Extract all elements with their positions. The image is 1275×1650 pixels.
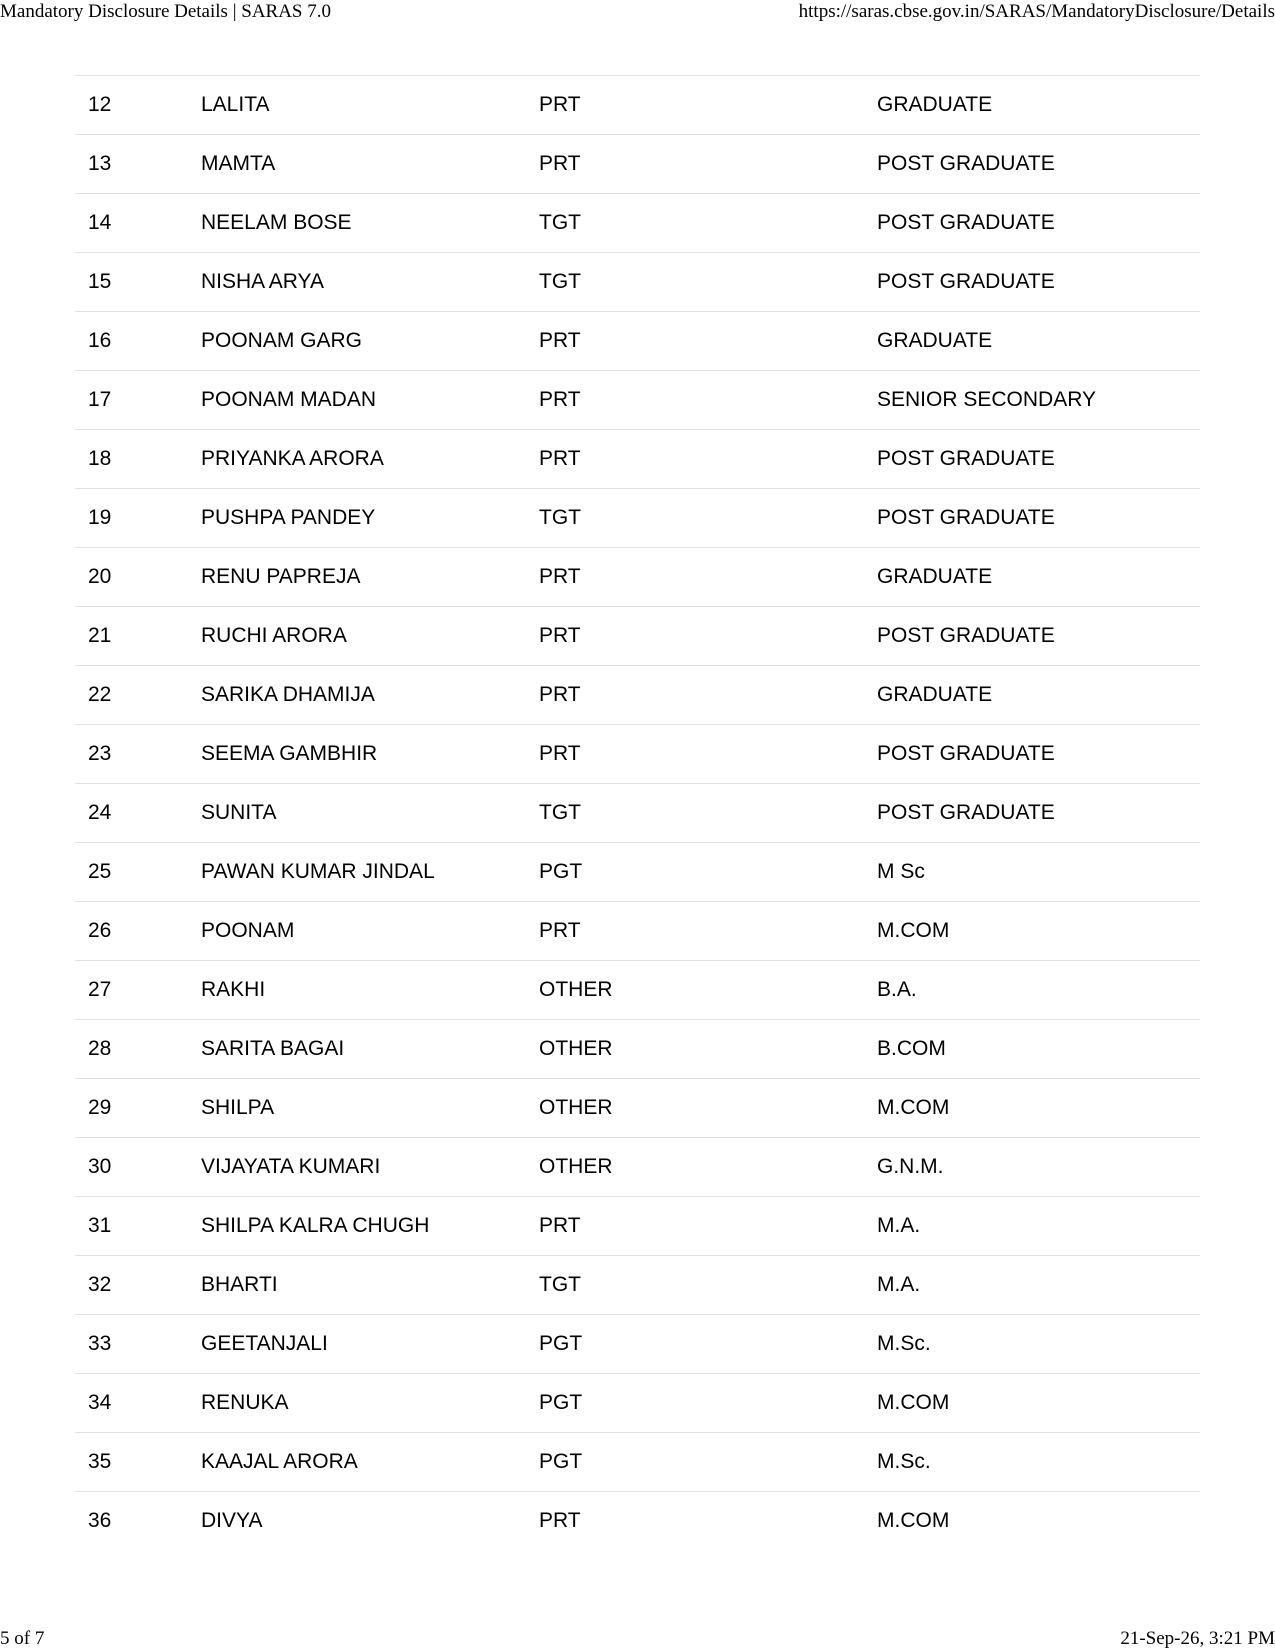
serial-number-cell: 21: [75, 607, 188, 666]
designation-cell: PRT: [526, 666, 864, 725]
qualification-cell: G.N.M.: [864, 1138, 1200, 1197]
qualification-cell: M.COM: [864, 1079, 1200, 1138]
designation-cell: PRT: [526, 76, 864, 135]
serial-number-cell: 20: [75, 548, 188, 607]
serial-number-cell: 19: [75, 489, 188, 548]
qualification-cell: M.COM: [864, 902, 1200, 961]
qualification-cell: POST GRADUATE: [864, 784, 1200, 843]
table-row: [75, 135, 1200, 194]
serial-number-cell: 35: [75, 1433, 188, 1492]
serial-number-cell: 28: [75, 1020, 188, 1079]
qualification-cell: GRADUATE: [864, 666, 1200, 725]
serial-number-cell: 17: [75, 371, 188, 430]
name-cell: RAKHI: [188, 961, 526, 1020]
table-row: [75, 843, 1200, 902]
table-row: [75, 725, 1200, 784]
name-cell: PUSHPA PANDEY: [188, 489, 526, 548]
designation-cell: PRT: [526, 1197, 864, 1256]
table-row: [75, 430, 1200, 489]
name-cell: SARITA BAGAI: [188, 1020, 526, 1079]
table-row: [75, 76, 1200, 135]
designation-cell: PRT: [526, 371, 864, 430]
table-row: [75, 1079, 1200, 1138]
name-cell: SHILPA KALRA CHUGH: [188, 1197, 526, 1256]
qualification-cell: GRADUATE: [864, 312, 1200, 371]
designation-cell: TGT: [526, 194, 864, 253]
qualification-cell: M.A.: [864, 1256, 1200, 1315]
name-cell: SARIKA DHAMIJA: [188, 666, 526, 725]
table-row: [75, 1256, 1200, 1315]
qualification-cell: POST GRADUATE: [864, 194, 1200, 253]
name-cell: POONAM MADAN: [188, 371, 526, 430]
name-cell: DIVYA: [188, 1492, 526, 1551]
print-header: [0, 1, 1275, 23]
serial-number-cell: 15: [75, 253, 188, 312]
name-cell: KAAJAL ARORA: [188, 1433, 526, 1492]
name-cell: NISHA ARYA: [188, 253, 526, 312]
designation-cell: TGT: [526, 489, 864, 548]
serial-number-cell: 33: [75, 1315, 188, 1374]
serial-number-cell: 26: [75, 902, 188, 961]
designation-cell: PRT: [526, 548, 864, 607]
table-row: [75, 1433, 1200, 1492]
staff-table-body: [75, 76, 1200, 1551]
table-row: [75, 253, 1200, 312]
qualification-cell: B.A.: [864, 961, 1200, 1020]
designation-cell: PRT: [526, 725, 864, 784]
name-cell: VIJAYATA KUMARI: [188, 1138, 526, 1197]
name-cell: POONAM GARG: [188, 312, 526, 371]
name-cell: MAMTA: [188, 135, 526, 194]
name-cell: LALITA: [188, 76, 526, 135]
table-row: [75, 1020, 1200, 1079]
serial-number-cell: 22: [75, 666, 188, 725]
designation-cell: TGT: [526, 784, 864, 843]
qualification-cell: M.COM: [864, 1492, 1200, 1551]
qualification-cell: SENIOR SECONDARY: [864, 371, 1200, 430]
designation-cell: PRT: [526, 607, 864, 666]
serial-number-cell: 31: [75, 1197, 188, 1256]
qualification-cell: POST GRADUATE: [864, 489, 1200, 548]
table-row: [75, 1492, 1200, 1551]
designation-cell: PRT: [526, 1492, 864, 1551]
table-row: [75, 784, 1200, 843]
print-footer: [0, 1628, 1275, 1650]
designation-cell: PRT: [526, 312, 864, 371]
print-datetime: 21-Sep-26, 3:21 PM: [1120, 1628, 1275, 1649]
table-row: [75, 666, 1200, 725]
qualification-cell: POST GRADUATE: [864, 135, 1200, 194]
qualification-cell: M.A.: [864, 1197, 1200, 1256]
designation-cell: PGT: [526, 1374, 864, 1433]
table-row: [75, 194, 1200, 253]
serial-number-cell: 30: [75, 1138, 188, 1197]
serial-number-cell: 23: [75, 725, 188, 784]
serial-number-cell: 16: [75, 312, 188, 371]
table-row: [75, 312, 1200, 371]
designation-cell: PRT: [526, 902, 864, 961]
table-row: [75, 1315, 1200, 1374]
designation-cell: OTHER: [526, 1079, 864, 1138]
staff-table-container: [75, 75, 1200, 1550]
qualification-cell: GRADUATE: [864, 548, 1200, 607]
designation-cell: PRT: [526, 430, 864, 489]
serial-number-cell: 13: [75, 135, 188, 194]
serial-number-cell: 29: [75, 1079, 188, 1138]
page-url: https://saras.cbse.gov.in/SARAS/MandatoryDisclosure/Details: [798, 1, 1275, 22]
table-row: [75, 1197, 1200, 1256]
name-cell: SEEMA GAMBHIR: [188, 725, 526, 784]
table-row: [75, 607, 1200, 666]
serial-number-cell: 24: [75, 784, 188, 843]
designation-cell: TGT: [526, 1256, 864, 1315]
name-cell: POONAM: [188, 902, 526, 961]
table-row: [75, 902, 1200, 961]
serial-number-cell: 14: [75, 194, 188, 253]
qualification-cell: M.Sc.: [864, 1433, 1200, 1492]
qualification-cell: B.COM: [864, 1020, 1200, 1079]
name-cell: PAWAN KUMAR JINDAL: [188, 843, 526, 902]
qualification-cell: M.Sc.: [864, 1315, 1200, 1374]
serial-number-cell: 27: [75, 961, 188, 1020]
table-row: [75, 548, 1200, 607]
name-cell: NEELAM BOSE: [188, 194, 526, 253]
designation-cell: TGT: [526, 253, 864, 312]
name-cell: SHILPA: [188, 1079, 526, 1138]
name-cell: SUNITA: [188, 784, 526, 843]
serial-number-cell: 34: [75, 1374, 188, 1433]
designation-cell: OTHER: [526, 1138, 864, 1197]
page-number: 5 of 7: [0, 1628, 45, 1649]
qualification-cell: POST GRADUATE: [864, 725, 1200, 784]
name-cell: RENUKA: [188, 1374, 526, 1433]
name-cell: BHARTI: [188, 1256, 526, 1315]
staff-table: [75, 75, 1200, 1550]
qualification-cell: M Sc: [864, 843, 1200, 902]
table-row: [75, 371, 1200, 430]
name-cell: RUCHI ARORA: [188, 607, 526, 666]
designation-cell: PRT: [526, 135, 864, 194]
qualification-cell: POST GRADUATE: [864, 607, 1200, 666]
serial-number-cell: 32: [75, 1256, 188, 1315]
designation-cell: PGT: [526, 1433, 864, 1492]
serial-number-cell: 25: [75, 843, 188, 902]
designation-cell: OTHER: [526, 1020, 864, 1079]
designation-cell: OTHER: [526, 961, 864, 1020]
qualification-cell: POST GRADUATE: [864, 253, 1200, 312]
table-row: [75, 489, 1200, 548]
designation-cell: PGT: [526, 1315, 864, 1374]
serial-number-cell: 12: [75, 76, 188, 135]
qualification-cell: POST GRADUATE: [864, 430, 1200, 489]
page-title: Mandatory Disclosure Details | SARAS 7.0: [0, 1, 331, 22]
qualification-cell: GRADUATE: [864, 76, 1200, 135]
designation-cell: PGT: [526, 843, 864, 902]
name-cell: RENU PAPREJA: [188, 548, 526, 607]
name-cell: GEETANJALI: [188, 1315, 526, 1374]
serial-number-cell: 18: [75, 430, 188, 489]
serial-number-cell: 36: [75, 1492, 188, 1551]
table-row: [75, 1138, 1200, 1197]
name-cell: PRIYANKA ARORA: [188, 430, 526, 489]
table-row: [75, 961, 1200, 1020]
qualification-cell: M.COM: [864, 1374, 1200, 1433]
table-row: [75, 1374, 1200, 1433]
